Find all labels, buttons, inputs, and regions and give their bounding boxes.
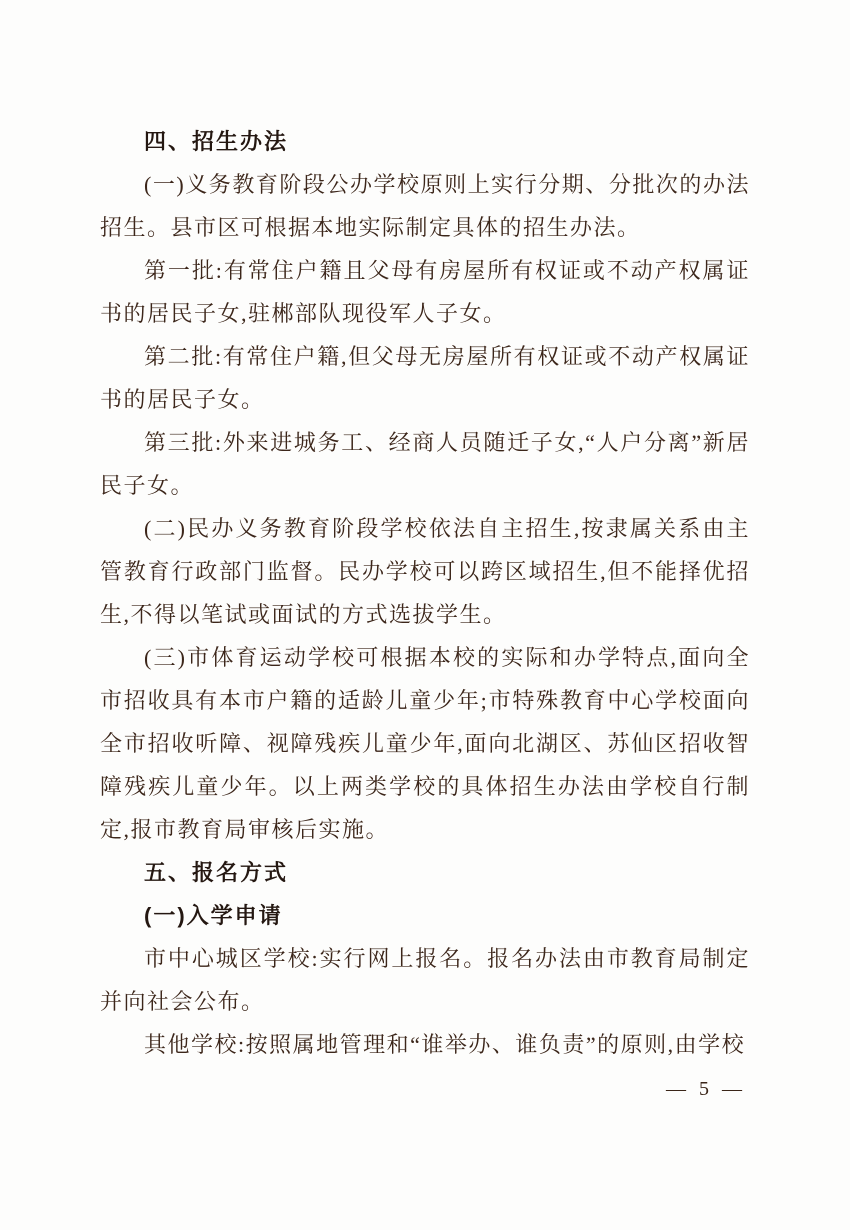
paragraph: (一)义务教育阶段公办学校原则上实行分期、分批次的办法招生。县市区可根据本地实际制定具体的招生办法。 — [100, 172, 750, 240]
paragraph: (二)民办义务教育阶段学校依法自主招生,按隶属关系由主管教育行政部门监督。民办学校可以跨区域招生,但不能择优招生,不得以笔试或面试的方式选拔学生。 — [100, 516, 750, 627]
section-heading: (一)入学申请 — [144, 903, 283, 928]
section-heading: 五、报名方式 — [144, 860, 289, 885]
paragraph: 第一批:有常住户籍且父母有房屋所有权证或不动产权属证书的居民子女,驻郴部队现役军人子女。 — [100, 258, 750, 326]
document-body — [100, 120, 750, 1066]
paragraph: 其他学校:按照属地管理和“谁举办、谁负责”的原则,由学校 — [144, 1032, 746, 1057]
section-heading: 四、招生办法 — [144, 129, 289, 154]
paragraph: 市中心城区学校:实行网上报名。报名办法由市教育局制定并向社会公布。 — [100, 946, 750, 1014]
paragraph: (三)市体育运动学校可根据本校的实际和办学特点,面向全市招收具有本市户籍的适龄儿童少年;市特殊教育中心学校面向全市招收听障、视障残疾儿童少年,面向北湖区、苏仙区招收智障残疾儿童少年。以上两类学校的具体招生办法由学校自行制定,报市教育局审核后实施。 — [100, 645, 750, 842]
page-number: — 5 — — [666, 1078, 746, 1100]
paragraph: 第三批:外来进城务工、经商人员随迁子女,“人户分离”新居民子女。 — [100, 430, 750, 498]
paragraph: 第二批:有常住户籍,但父母无房屋所有权证或不动产权属证书的居民子女。 — [100, 344, 750, 412]
